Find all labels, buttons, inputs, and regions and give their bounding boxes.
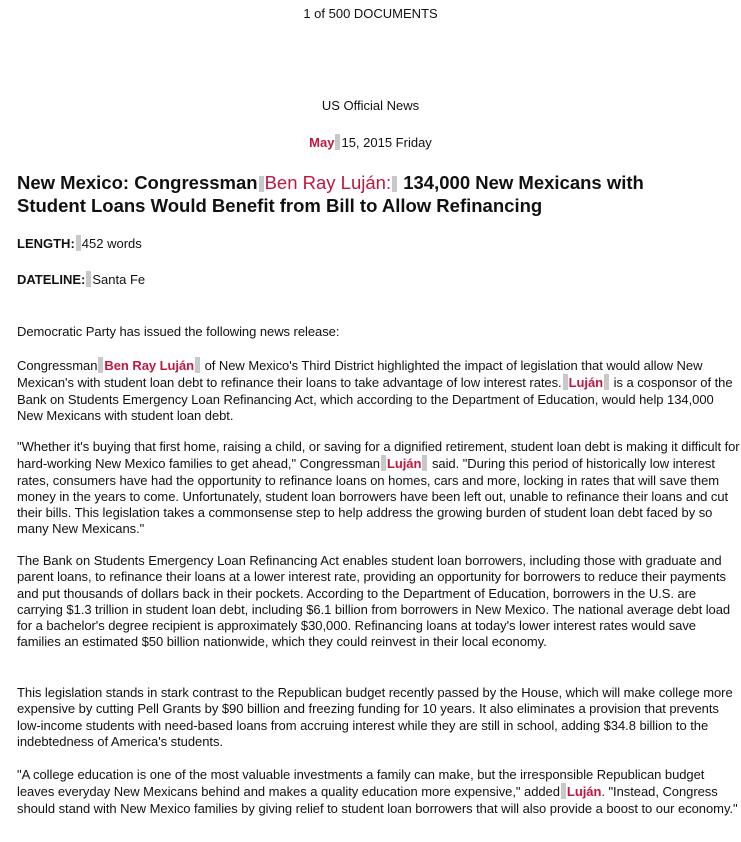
name-highlight: Luján bbox=[568, 375, 604, 391]
hit-marker bbox=[259, 176, 264, 192]
paragraph-2 bbox=[17, 439, 741, 538]
article-title bbox=[17, 171, 732, 217]
title-suffix: 134,000 New Mexicans with bbox=[403, 172, 644, 193]
length-line bbox=[17, 235, 142, 251]
name-highlight: Luján bbox=[386, 456, 422, 472]
p1-text-c: is a cosponsor of the Bank on Students Emergency Loan Refinancing Act, which according to the Department of Education, would help 134,000 New Mexicans with student loan debt. bbox=[17, 375, 733, 423]
paragraph-1 bbox=[17, 357, 741, 424]
hit-marker bbox=[392, 176, 397, 192]
p1-text-b: of New Mexico's Third District highlighted the impact of legislation that would allow New Mexican's with student loan debt to refinance their loans to take advantage of low interest rates. bbox=[17, 358, 703, 391]
hit-marker bbox=[335, 134, 340, 150]
dateline-label: DATELINE: bbox=[17, 272, 86, 287]
hit-marker bbox=[422, 455, 427, 471]
p5-text-b: . "Instead, Congress should stand with New Mexico families by giving relief to student loan borrowers that will also provide a boost to our economy." bbox=[17, 784, 738, 816]
dateline-line bbox=[17, 271, 145, 287]
publication-date bbox=[0, 134, 741, 150]
paragraph-3: The Bank on Students Emergency Loan Refinancing Act enables student loan borrowers, including those with graduate and parent loans, to refinance their loans at a lower interest rate, providing an opportunity for borrowers to reduce their payments and put thousands of dollars back in their pockets. According to the Department of Education, borrowers in the U.S. are carrying $1.3 trillion in student loan debt, including $6.1 billion from borrowers in New Mexico. The national average debt load for a bachelor's degree recipient is approximately $30,000. Refinancing loans at today's lower interest rates would save families an estimated $50 billion nationwide, which they could reinvest in their local economy. bbox=[17, 553, 731, 650]
title-line-2: Student Loans Would Benefit from Bill to Allow Refinancing bbox=[17, 195, 543, 216]
p1-text-a: Congressman bbox=[17, 358, 98, 373]
date-rest: 15, 2015 Friday bbox=[341, 135, 432, 150]
hit-marker bbox=[86, 271, 91, 287]
hit-marker bbox=[604, 374, 609, 390]
date-month-highlight: May bbox=[309, 135, 335, 150]
hit-marker bbox=[76, 235, 81, 251]
publication-name: US Official News bbox=[321, 98, 420, 113]
hit-marker bbox=[98, 357, 103, 373]
hit-marker bbox=[561, 783, 566, 799]
hit-marker bbox=[563, 374, 568, 390]
hit-marker bbox=[195, 357, 200, 373]
paragraph-5 bbox=[17, 767, 741, 817]
p2-text-a: "Whether it's buying that first home, raising a child, or saving for a dignified retirement, student loan debt is making it difficult for hard-working New Mexico families to get ahead," Congressman bbox=[17, 439, 740, 472]
title-prefix: New Mexico: Congressman bbox=[17, 172, 258, 193]
paragraph-4: This legislation stands in stark contrast to the Republican budget recently passed by the House, which will make college more expensive by cutting Pell Grants by $90 billion and freezing funding for 10 years. It also eliminates a provision that prevents low-income students with need-based loans from accruing interest while they are still in school, adding $34.8 billion to the indebtedness of America's students. bbox=[17, 685, 733, 749]
hit-marker bbox=[381, 455, 386, 471]
intro-paragraph: Democratic Party has issued the following news release: bbox=[17, 324, 340, 339]
name-highlight: Ben Ray Luján bbox=[104, 358, 195, 373]
title-name-highlight: Ben Ray Luján: bbox=[264, 172, 392, 193]
document-counter: 1 of 500 DOCUMENTS bbox=[303, 6, 438, 21]
length-label: LENGTH: bbox=[17, 236, 75, 251]
length-value: 452 words bbox=[81, 236, 142, 251]
p5-text-a: "A college education is one of the most valuable investments a family can make, but the irresponsible Republican budget leaves everyday New Mexicans behind and makes a quality education more expensive," added bbox=[17, 767, 705, 800]
name-highlight: Luján bbox=[566, 784, 602, 800]
p2-text-b: said. "During this period of historically low interest rates, consumers have had the opportunity to refinance loans on homes, cars and more, locking in rates that will save them money in the years to come. Unfortunately, student loan borrowers have been left out, unable to refinance their loans and cut their bills. This legislation takes a commonsense step to help address the growing burden of student loan debt faced by so many New Mexicans." bbox=[17, 456, 729, 537]
dateline-value: Santa Fe bbox=[92, 272, 146, 287]
